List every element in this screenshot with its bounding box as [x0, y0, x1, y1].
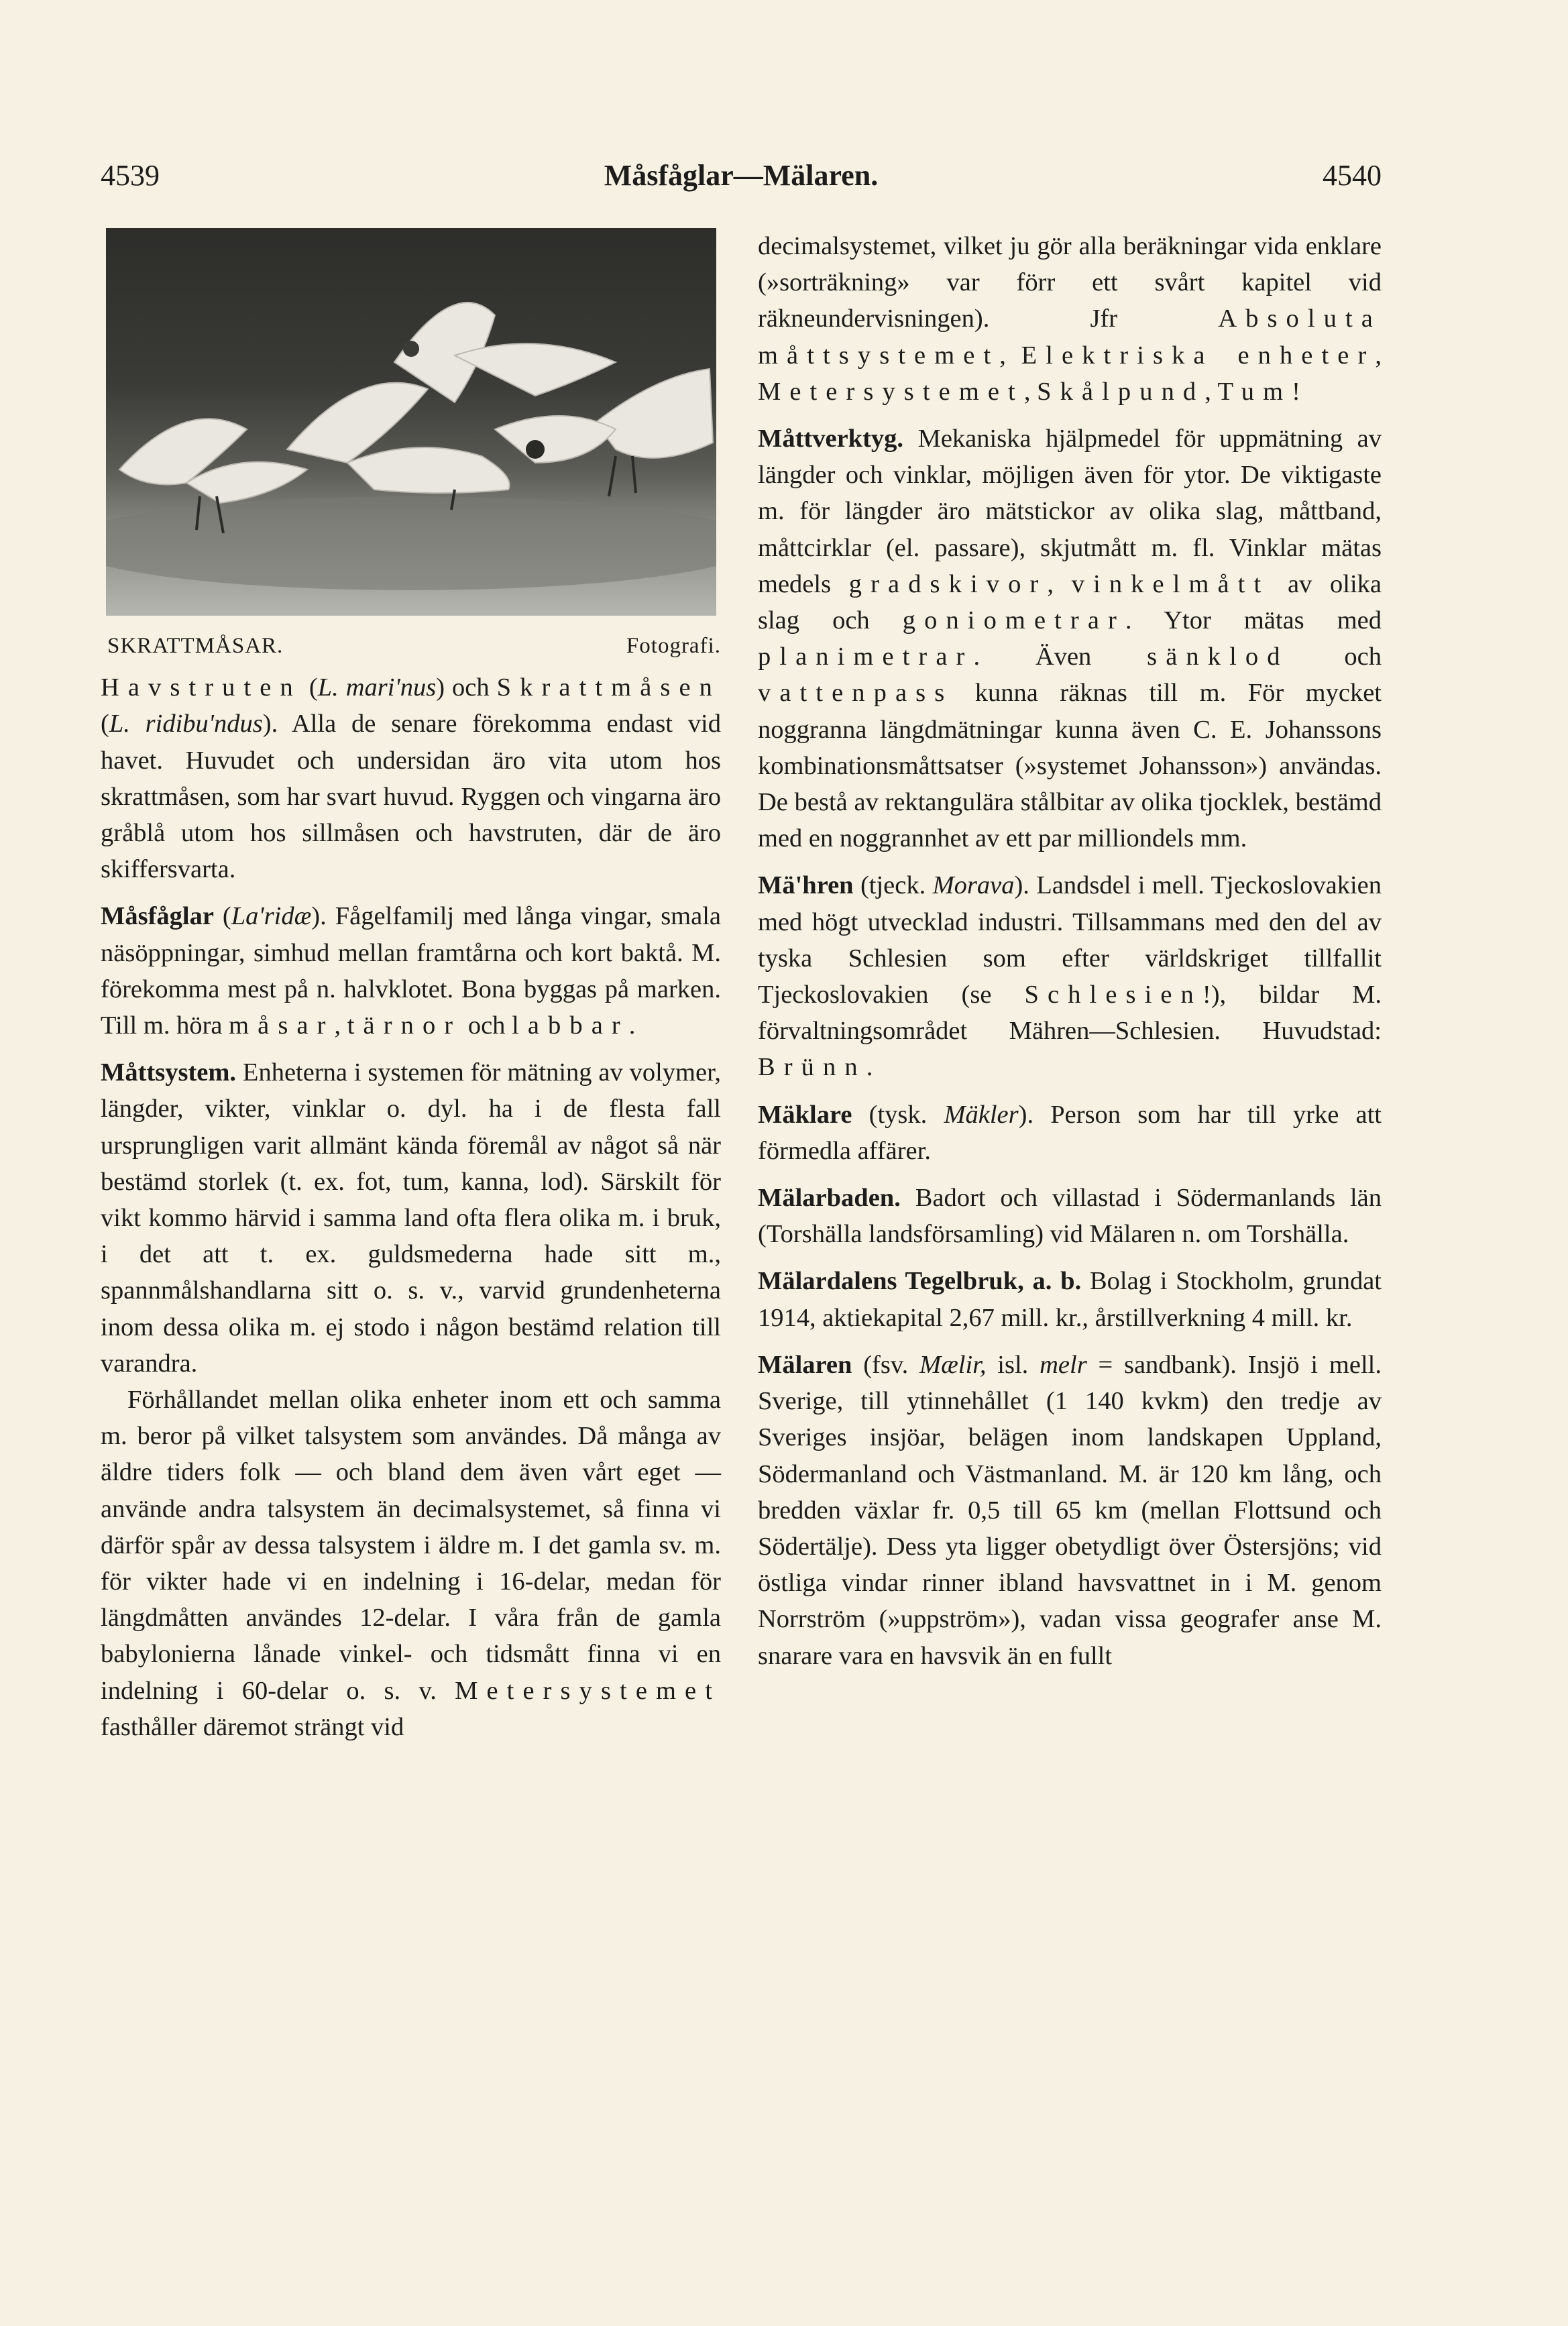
entry-headword: Måttverktyg. [758, 425, 904, 453]
entry-headword: Mälaren [758, 1350, 852, 1379]
running-title: Måsfåglar—Mälaren. [604, 159, 879, 192]
text-run: ( [213, 902, 231, 931]
entry-mattverktyg [758, 421, 1382, 856]
text-run: . Ytor mätas med [1125, 606, 1382, 635]
continued-text [758, 228, 1382, 410]
photo-caption [101, 628, 721, 664]
cross-reference: Tum [1217, 377, 1292, 406]
text-run: kunna räknas till m. För mycket noggranna längdmätningar kunna även C. E. Johanssons kombinationsmåttsatser (»systemet Johansson») användas. De bestå av rektangulära stålbitar av olika tjocklek, bestämd med en noggrannhet av ett par milliondels mm. [758, 679, 1382, 853]
text-run: ) och [436, 673, 497, 702]
text-run: (tysk. [852, 1100, 944, 1129]
spaced-term: sänklod [1147, 643, 1289, 671]
text-run: = sandbank). Insjö i mell. Sverige, till ytinnehållet (1 140 kvkm) den tredje av Sveriges insjöar, belägen inom landskapen Uppland, Södermanland och Västmanland. M. är 120 km lång, och bredden växlar fr. 0,5 till 65 km (mellan Flottsund och Södertälje). Dess yta ligger obetydligt över Östersjöns; vid östliga vindar rinner ibland havsvattnet in i M. genom Norrström (»uppström»), vadan vissa geografer anse M. snarare vara en havsvik än en fullt [758, 1350, 1382, 1670]
entry-headword: Mä'hren [758, 871, 854, 900]
left-column [101, 228, 721, 1745]
spaced-term: gradskivor [848, 569, 1048, 598]
text-run: och [461, 1011, 512, 1040]
text-run: ). Person som har till yrke att förmedla affärer. [758, 1100, 1382, 1165]
text-run: !), bildar M. förvaltningsområdet Mähren—Schlesien. Huvudstad: [758, 981, 1382, 1046]
text-run: , [1375, 341, 1382, 370]
latin-name: Mäkler [944, 1100, 1019, 1129]
text-run: ). Fågelfamilj med långa vingar, smala näsöppningar, simhud mellan framtårna och kort baktå. M. förekomma mest på n. halvklotet. Bona byggas på marken. Till m. höra [101, 902, 721, 1040]
caption-credit: Fotografi. [626, 634, 721, 658]
spaced-term: tärnor [347, 1011, 462, 1040]
page-number-left: 4539 [101, 159, 160, 192]
page-number-right: 4540 [1323, 159, 1382, 192]
text-run: ( [101, 710, 109, 738]
spaced-term: labbar [512, 1011, 629, 1040]
text-run: . Även [973, 643, 1147, 671]
page-header [101, 158, 1382, 205]
text-run: , [334, 1011, 347, 1040]
latin-name: L. ridibu'ndus [109, 710, 263, 738]
entry-headword: Måsfåglar [101, 902, 214, 931]
text-run: fasthåller däremot strängt vid [101, 1712, 404, 1741]
entry-malarbaden [758, 1180, 1382, 1252]
paragraph-forhallandet [101, 1382, 721, 1745]
entry-headword: Måttsystem. [101, 1058, 237, 1087]
text-run: , [1047, 569, 1072, 598]
entry-headword: Mälardalens Tegelbruk, a. b. [758, 1267, 1082, 1296]
text-run: av olika slag och [758, 569, 1382, 635]
entry-masfaglar [101, 898, 721, 1044]
spaced-term: Brünn [758, 1053, 866, 1082]
text-run: Bolag i Stockholm, grundat 1914, aktiekapital 2,67 mill. kr., årstillverkning 4 mill. kr. [758, 1267, 1382, 1332]
text-run: ( [301, 673, 318, 702]
entry-mahren [758, 867, 1382, 1085]
text-run: . [628, 1011, 636, 1040]
cross-reference: Skålpund [1037, 377, 1205, 406]
text-run: Mekaniska hjälpmedel för uppmätning av längder och vinklar, möjligen även för ytor. De viktigaste m. för längder äro mätstickor av olika slag, måttband, måttcirklar (el. passare), skjutmått m. fl. Vinklar mätas medels [758, 425, 1382, 598]
cross-reference: Absoluta måttsystemet [758, 304, 1382, 370]
spaced-term: vinkelmått [1071, 569, 1270, 598]
gulls-illustration [106, 228, 716, 616]
caption-title: SKRATTMÅSAR. [107, 634, 284, 658]
cross-reference: Schlesien [1024, 981, 1202, 1009]
text-run: , [1205, 377, 1218, 406]
entry-headword: Mäklare [758, 1100, 852, 1129]
entry-tegelbruk [758, 1263, 1382, 1335]
spaced-term: goniometrar [902, 606, 1125, 635]
text-run: Badort och villastad i Södermanlands län (Torshälla landsförsamling) vid Mälaren n. om Torshälla. [758, 1184, 1382, 1249]
latin-name: Mælir, [919, 1350, 987, 1379]
text-run: ). Landsdel i mell. Tjeckoslovakien med högt utvecklad industri. Tillsammans med den del av tyska Schlesien som efter världskriget tillfallit Tjeckoslovakien (se [758, 871, 1382, 1009]
entry-headword: Mälarbaden. [758, 1184, 901, 1213]
text-run: ! [1292, 377, 1300, 406]
spaced-term: måsar [229, 1011, 335, 1040]
latin-name: melr [1040, 1350, 1087, 1379]
text-run: , [999, 341, 1021, 370]
entry-malaren [758, 1347, 1382, 1674]
text-run: och [1288, 643, 1382, 671]
spaced-term: Skrattmåsen [496, 673, 721, 702]
entry-mattsystem [101, 1054, 721, 1382]
spaced-term: planimetrar [758, 643, 974, 671]
cross-reference: Elektriska enheter [1021, 341, 1376, 370]
spaced-term: vattenpass [758, 679, 954, 708]
latin-name: La'ridæ [231, 902, 312, 931]
text-run: , [1023, 377, 1038, 406]
gulls-photo [106, 228, 716, 616]
right-column [758, 228, 1382, 1674]
text-run: (tjeck. [853, 871, 933, 900]
latin-name: Morava [932, 871, 1015, 900]
text-run: Förhållandet mellan olika enheter inom ett och samma m. beror på vilket talsystem som användes. Då många av äldre tiders folk — och bland dem även vårt eget — använde andra talsystem än decimalsystemet, så finna vi därför spår av dessa talsystem i äldre m. I det gamla sv. m. för vikter hade vi en indelning i 16-delar, medan för längdmåtten användes 12-delar. I våra från de gamla babylonierna lånade vinkel- och tidsmått finna vi en indelning i 60-delar o. s. v. [101, 1386, 721, 1705]
text-run: isl. [986, 1350, 1040, 1379]
text-run: (fsv. [852, 1350, 920, 1379]
entry-maklare [758, 1097, 1382, 1169]
spaced-term: Metersystemet [455, 1676, 721, 1705]
spaced-term: Havstruten [101, 673, 302, 702]
text-run: . [866, 1053, 873, 1082]
text-run: decimalsystemet, vilket ju gör alla beräkningar vida enklare (»sorträkning» var förr ett svårt kapitel vid räkneundervisningen). Jfr [758, 232, 1382, 333]
figure-description [101, 669, 721, 887]
cross-reference: Metersystemet [758, 377, 1024, 406]
text-run: Enheterna i systemen för mätning av volymer, längder, vikter, vinklar o. dyl. ha i de flesta fall ursprungligen varit allmänt kända föremål av något så när bestämd storlek (t. ex. fot, tum, kanna, lod). Särskilt för vikt kommo härvid i samma land ofta flera olika m. i bruk, i det att t. ex. guldsmederna hade sitt m., spannmålshandlarna sitt o. s. v., varvid grundenheterna inom dessa olika m. ej stodo i någon bestämd relation till varandra. [101, 1058, 721, 1378]
text-run: ). Alla de senare förekomma endast vid havet. Huvudet och undersidan äro vita utom hos skrattmåsen, som har svart huvud. Ryggen och vingarna äro gråblå utom hos sillmåsen och havstruten, där de äro skiffersvarta. [101, 710, 721, 884]
latin-name: L. mari'nus [317, 673, 437, 702]
